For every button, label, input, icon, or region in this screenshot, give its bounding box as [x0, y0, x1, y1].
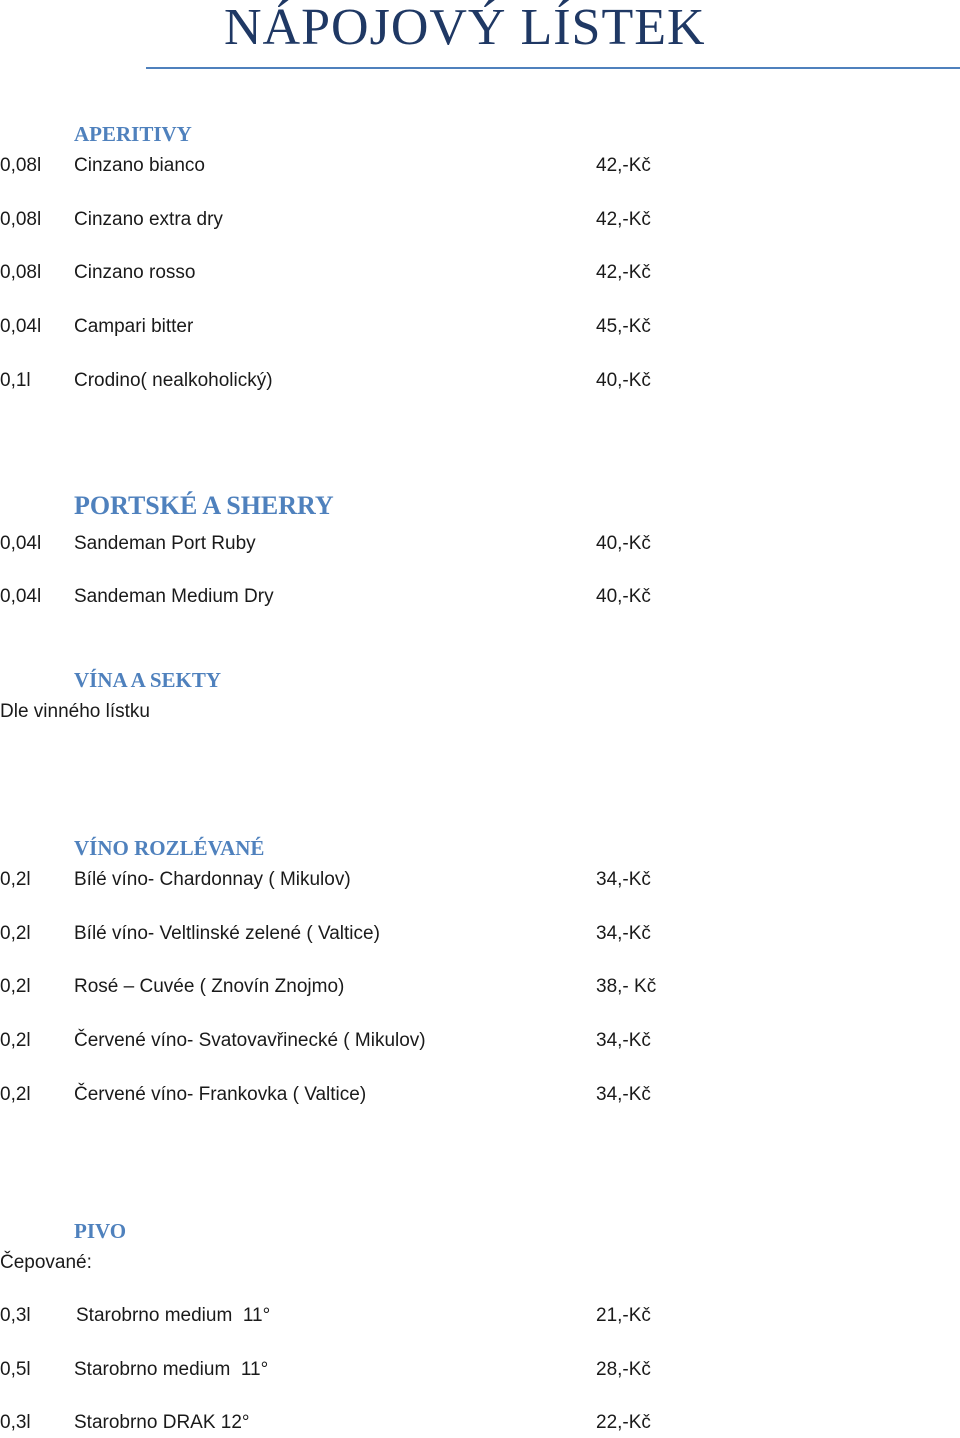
item-price: 40,-Kč — [596, 370, 651, 391]
menu-row — [0, 1412, 700, 1438]
item-price: 40,-Kč — [596, 586, 651, 607]
item-name: Sandeman Port Ruby — [74, 533, 256, 554]
section-note: Dle vinného lístku — [0, 701, 150, 722]
section-note: Čepované: — [0, 1252, 92, 1273]
item-quantity: 0,04l — [0, 316, 42, 337]
page-title: NÁPOJOVÝ LÍSTEK — [224, 0, 706, 56]
item-name: Starobrno DRAK 12° — [74, 1412, 250, 1433]
item-quantity: 0,08l — [0, 262, 42, 283]
item-price: 40,-Kč — [596, 533, 651, 554]
menu-row — [0, 316, 700, 342]
item-price: 22,-Kč — [596, 1412, 651, 1433]
item-quantity: 0,04l — [0, 586, 42, 607]
section-heading-portske-a-sherry: PORTSKÉ A SHERRY — [74, 491, 334, 520]
item-price: 21,-Kč — [596, 1305, 651, 1326]
item-name: Rosé – Cuvée ( Znovín Znojmo) — [74, 976, 345, 997]
item-name: Cinzano bianco — [74, 155, 205, 176]
section-heading-vina-a-sekty: VÍNA A SEKTY — [74, 668, 222, 692]
menu-row — [0, 1030, 700, 1056]
item-price: 28,-Kč — [596, 1359, 651, 1380]
item-quantity: 0,5l — [0, 1359, 31, 1380]
item-quantity: 0,2l — [0, 1084, 31, 1105]
menu-row — [0, 155, 700, 181]
item-quantity: 0,1l — [0, 370, 31, 391]
item-quantity: 0,08l — [0, 155, 42, 176]
item-quantity: 0,2l — [0, 976, 31, 997]
item-name: Crodino( nealkoholický) — [74, 370, 273, 391]
item-name: Starobrno medium 11° — [76, 1305, 271, 1326]
item-name: Červené víno- Svatovavřinecké ( Mikulov) — [74, 1030, 426, 1051]
item-price: 45,-Kč — [596, 316, 651, 337]
item-quantity: 0,2l — [0, 1030, 31, 1051]
item-quantity: 0,04l — [0, 533, 42, 554]
item-name: Bílé víno- Chardonnay ( Mikulov) — [74, 869, 351, 890]
item-price: 38,- Kč — [596, 976, 657, 997]
item-name: Starobrno medium 11° — [74, 1359, 269, 1380]
menu-row — [0, 262, 700, 288]
item-name: Bílé víno- Veltlinské zelené ( Valtice) — [74, 923, 380, 944]
item-name: Cinzano rosso — [74, 262, 196, 283]
item-price: 42,-Kč — [596, 155, 651, 176]
menu-row — [0, 1359, 700, 1385]
section-heading-vino-rozlevane: VÍNO ROZLÉVANÉ — [74, 836, 265, 860]
item-price: 34,-Kč — [596, 1084, 651, 1105]
section-heading-aperitivy: APERITIVY — [74, 122, 192, 146]
item-name: Campari bitter — [74, 316, 194, 337]
menu-row — [0, 869, 700, 895]
item-price: 42,-Kč — [596, 262, 651, 283]
menu-row — [0, 1305, 700, 1331]
menu-row — [0, 370, 700, 396]
menu-row — [0, 923, 700, 949]
section-heading-pivo: PIVO — [74, 1219, 127, 1243]
item-quantity: 0,3l — [0, 1305, 31, 1326]
item-quantity: 0,3l — [0, 1412, 31, 1433]
menu-row — [0, 533, 700, 559]
item-quantity: 0,2l — [0, 869, 31, 890]
menu-row — [0, 976, 700, 1002]
item-price: 42,-Kč — [596, 209, 651, 230]
item-price: 34,-Kč — [596, 1030, 651, 1051]
item-quantity: 0,08l — [0, 209, 42, 230]
item-price: 34,-Kč — [596, 923, 651, 944]
item-name: Sandeman Medium Dry — [74, 586, 274, 607]
item-price: 34,-Kč — [596, 869, 651, 890]
item-name: Červené víno- Frankovka ( Valtice) — [74, 1084, 367, 1105]
title-underline — [146, 67, 960, 69]
item-quantity: 0,2l — [0, 923, 31, 944]
menu-row — [0, 209, 700, 235]
menu-row — [0, 1084, 700, 1110]
item-name: Cinzano extra dry — [74, 209, 223, 230]
menu-row — [0, 586, 700, 612]
